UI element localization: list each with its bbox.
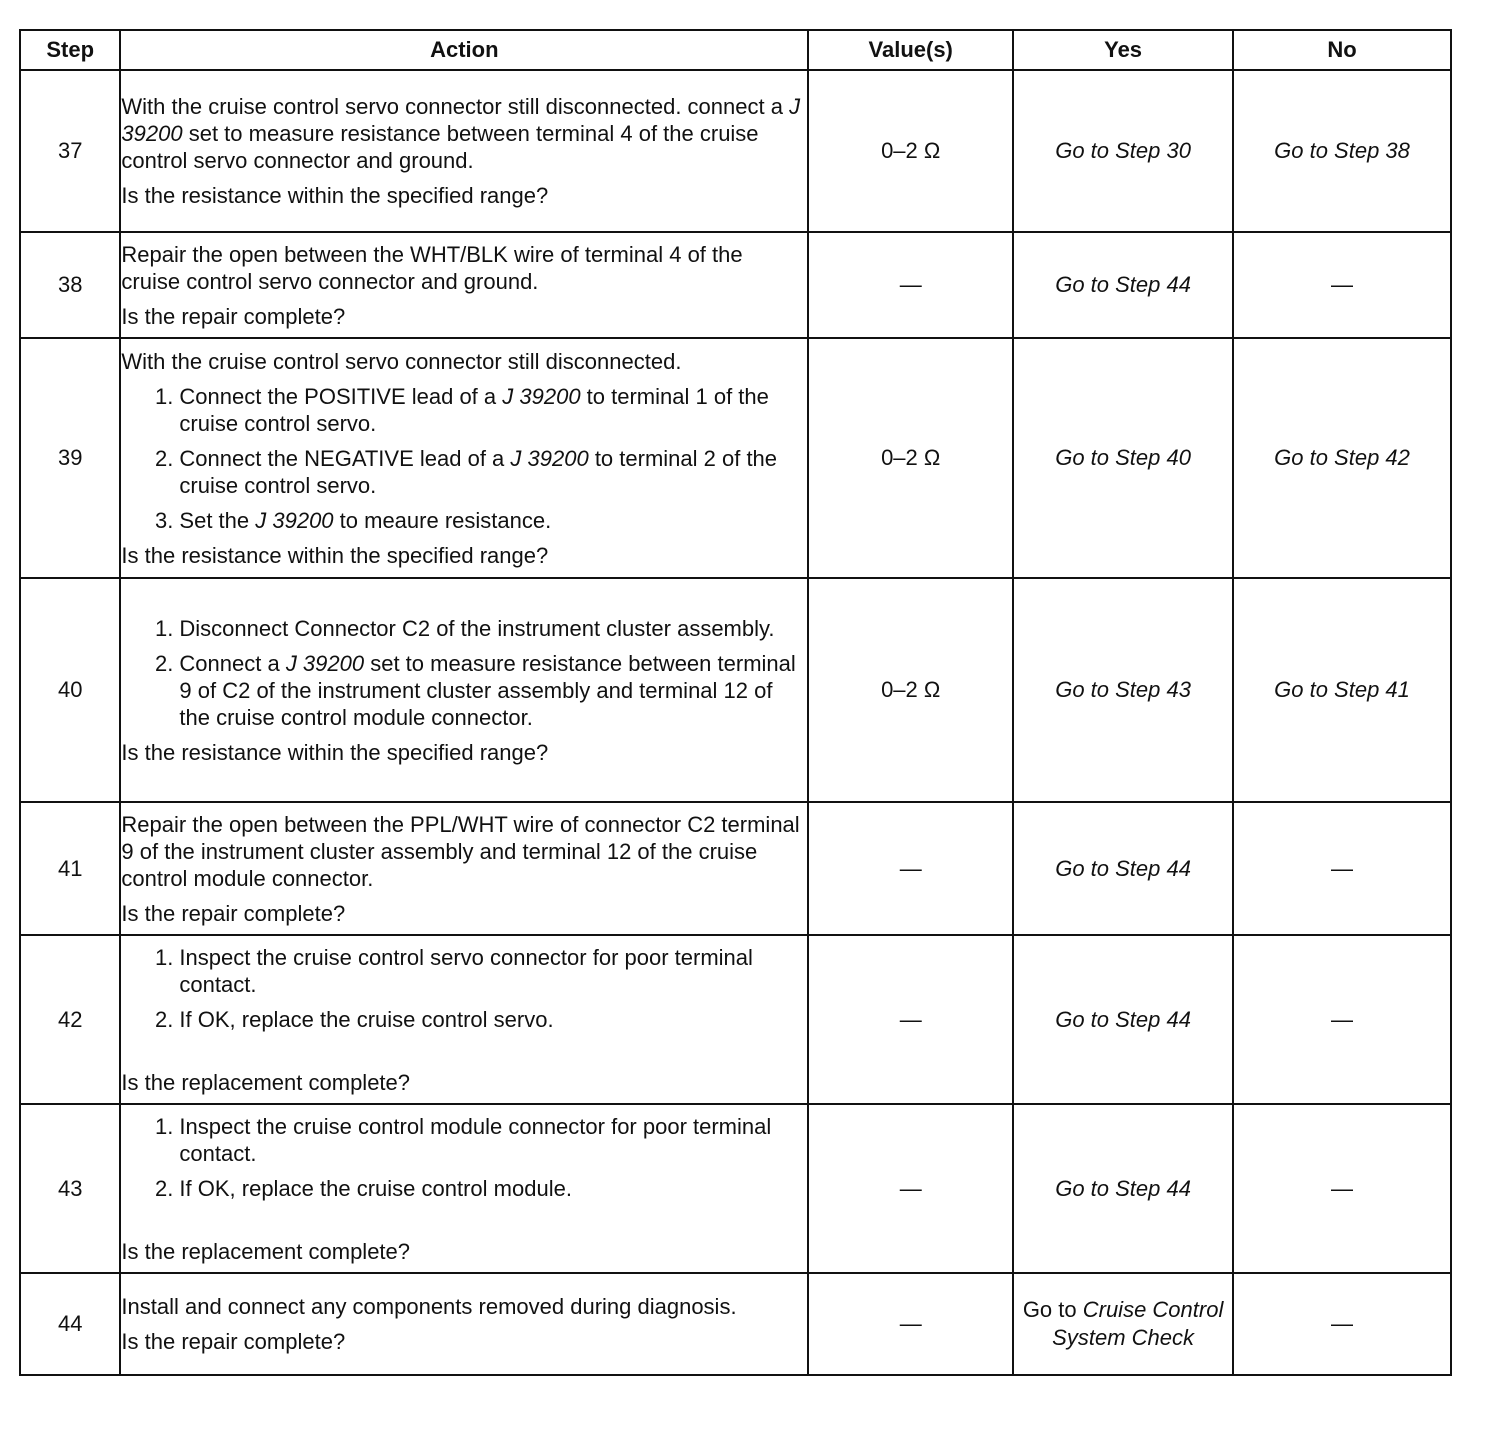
yes-link[interactable]: Go to Step 44 [1013, 935, 1233, 1104]
yes-link[interactable]: Go to Step 40 [1013, 338, 1233, 578]
tool-name: J 39200 [510, 445, 589, 471]
no-value: — [1233, 1104, 1451, 1273]
action-question: Is the repair complete? [121, 1329, 346, 1354]
diagnostic-table [19, 29, 1452, 1376]
step-number: 39 [20, 338, 120, 578]
yes-link[interactable]: Go to Cruise Control System Check [1013, 1273, 1233, 1375]
value-cell: — [808, 1104, 1013, 1273]
action-text: With the cruise control servo connector still disconnected. [121, 348, 682, 374]
yes-link[interactable]: Go to Step 43 [1013, 578, 1233, 802]
action-cell [120, 802, 808, 935]
list-item: 2. Connect a J 39200 set to measure resistance between terminal 9 of C2 of the instrument cluster assembly and terminal 12 of the cruise control module connector. [155, 650, 796, 730]
action-cell [120, 1273, 808, 1375]
action-cell [120, 70, 808, 232]
action-cell [120, 1104, 808, 1273]
step-number: 37 [20, 70, 120, 232]
action-cell [120, 232, 808, 338]
step-number: 44 [20, 1273, 120, 1375]
no-value: — [1233, 1273, 1451, 1375]
action-question: Is the replacement complete? [121, 1238, 411, 1264]
list-item: 1. Inspect the cruise control servo connector for poor terminal contact. [155, 944, 753, 997]
action-question: Is the resistance within the specified range? [121, 739, 549, 765]
table-row [20, 578, 1451, 802]
action-cell [120, 578, 808, 802]
header-yes: Yes [1013, 30, 1233, 70]
value-cell: 0–2 Ω [808, 70, 1013, 232]
tool-name: J 39200 [502, 383, 581, 409]
value-cell: — [808, 232, 1013, 338]
tool-name: J 39200 [285, 650, 365, 676]
list-item: 1. Connect the POSITIVE lead of a J 39200 to terminal 1 of the cruise control servo. [155, 383, 769, 436]
no-value: — [1233, 935, 1451, 1104]
yes-link[interactable]: Go to Step 30 [1013, 70, 1233, 232]
list-item: 2. Connect the NEGATIVE lead of a J 39200 to terminal 2 of the cruise control servo. [155, 445, 778, 498]
value-cell: 0–2 Ω [808, 578, 1013, 802]
no-value: — [1233, 232, 1451, 338]
action-question: Is the resistance within the specified range? [121, 183, 549, 208]
table-row [20, 1273, 1451, 1375]
list-item: 2. If OK, replace the cruise control module. [155, 1175, 572, 1201]
action-cell [120, 935, 808, 1104]
action-text: Repair the open between the PPL/WHT wire of connector C2 terminal 9 of the instrument cluster assembly and terminal 12 of the cruise control module connector. [121, 811, 800, 891]
header-step: Step [20, 30, 120, 70]
table-row [20, 232, 1451, 338]
action-question: Is the repair complete? [121, 303, 346, 329]
header-no: No [1233, 30, 1451, 70]
cruise-check-link[interactable]: Cruise Control System Check [1052, 1297, 1224, 1350]
list-item: 2. If OK, replace the cruise control servo. [155, 1006, 554, 1032]
table-row [20, 338, 1451, 578]
list-item: 1. Disconnect Connector C2 of the instrument cluster assembly. [155, 615, 775, 641]
action-cell [120, 338, 808, 578]
value-cell: — [808, 1273, 1013, 1375]
table-row [20, 70, 1451, 232]
no-link[interactable]: Go to Step 38 [1233, 70, 1451, 232]
step-number: 42 [20, 935, 120, 1104]
action-question: Is the resistance within the specified range? [121, 542, 549, 568]
list-item: 1. Inspect the cruise control module connector for poor terminal contact. [155, 1113, 772, 1166]
table-row [20, 935, 1451, 1104]
action-text: Install and connect any components removed during diagnosis. [121, 1294, 737, 1319]
tool-name: J 39200 [255, 507, 334, 533]
yes-link[interactable]: Go to Step 44 [1013, 232, 1233, 338]
value-cell: — [808, 802, 1013, 935]
value-cell: — [808, 935, 1013, 1104]
no-link[interactable]: Go to Step 41 [1233, 578, 1451, 802]
yes-link[interactable]: Go to Step 44 [1013, 802, 1233, 935]
action-question: Is the repair complete? [121, 900, 346, 926]
step-number: 38 [20, 232, 120, 338]
header-action: Action [120, 30, 808, 70]
header-row [20, 30, 1451, 70]
no-value: — [1233, 802, 1451, 935]
no-link[interactable]: Go to Step 42 [1233, 338, 1451, 578]
table-row [20, 1104, 1451, 1273]
step-number: 43 [20, 1104, 120, 1273]
list-item: 3. Set the J 39200 to meaure resistance. [155, 507, 552, 533]
value-cell: 0–2 Ω [808, 338, 1013, 578]
action-text: With the cruise control servo connector still disconnected. connect a J 39200 set to measure resistance between terminal 4 of the cruise control servo connector and ground. [121, 94, 801, 173]
step-number: 41 [20, 802, 120, 935]
yes-link[interactable]: Go to Step 44 [1013, 1104, 1233, 1273]
table-row [20, 802, 1451, 935]
tool-name: J 39200 [121, 94, 801, 146]
header-value: Value(s) [808, 30, 1013, 70]
step-number: 40 [20, 578, 120, 802]
action-text: Repair the open between the WHT/BLK wire of terminal 4 of the cruise control servo connector and ground. [121, 241, 743, 294]
action-question: Is the replacement complete? [121, 1069, 411, 1095]
